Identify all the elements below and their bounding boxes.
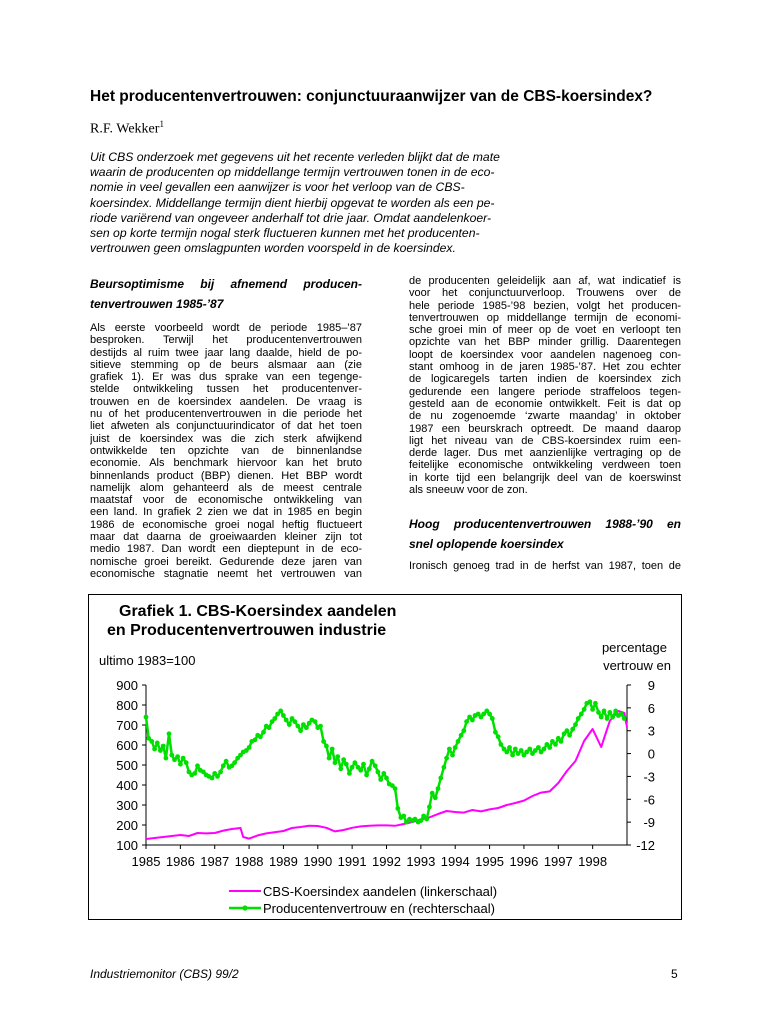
vertrouwen-point bbox=[287, 722, 292, 727]
vertrouwen-point bbox=[158, 748, 163, 753]
vertrouwen-point bbox=[149, 739, 154, 744]
x-tick-label: 1989 bbox=[268, 854, 298, 869]
heading-line: Hoog producentenvertrouwen 1988-’90 en bbox=[409, 517, 681, 532]
vertrouwen-point bbox=[210, 776, 215, 781]
x-tick-label: 1994 bbox=[440, 854, 470, 869]
vertrouwen-point bbox=[553, 742, 558, 747]
right-tick-label: -6 bbox=[643, 792, 655, 808]
vertrouwen-point bbox=[504, 750, 509, 755]
vertrouwen-point bbox=[513, 747, 518, 752]
body-line: voor het conjunctuurverloop. Trouwens over de bbox=[409, 287, 681, 300]
body-line: economie. Als benchmark hiervoor kan het bruto bbox=[90, 457, 362, 470]
body-line: hele periode 1985-’98 bezien, volgt het producen- bbox=[409, 299, 681, 312]
heading-line: Beursoptimisme bij afnemend producen- bbox=[90, 277, 362, 291]
body-line: stelde ontwikkeling tussen het producentenver- bbox=[90, 383, 362, 396]
vertrouwen-point bbox=[450, 753, 455, 758]
x-tick-label: 1990 bbox=[303, 854, 333, 869]
vertrouwen-point bbox=[610, 715, 615, 720]
x-tick-label: 1991 bbox=[337, 854, 367, 869]
vertrouwen-point bbox=[593, 701, 598, 706]
vertrouwen-point bbox=[221, 763, 226, 768]
body-line: derde lager. Dus met aanzienlijke vertraging op de bbox=[409, 447, 681, 460]
vertrouwen-point bbox=[602, 709, 607, 714]
vertrouwen-point bbox=[424, 817, 429, 822]
x-tick-label: 1995 bbox=[475, 854, 505, 869]
left-tick-label: 200 bbox=[116, 818, 138, 833]
body-line: de logicaregels tarten indien de koersindex zich bbox=[409, 373, 681, 386]
body-line: sitieve stemming op de beurs alsmaar aan (zie bbox=[90, 358, 362, 371]
vertrouwen-point bbox=[224, 759, 229, 764]
section-heading-1 bbox=[90, 274, 362, 314]
vertrouwen-point bbox=[272, 716, 277, 721]
vertrouwen-point bbox=[536, 745, 541, 750]
x-tick-label: 1996 bbox=[509, 854, 539, 869]
vertrouwen-point bbox=[281, 713, 286, 718]
vertrouwen-point bbox=[370, 759, 375, 764]
left-tick-label: 500 bbox=[116, 758, 138, 773]
abstract-line: vertrouwen geen omslagpunten worden voorspeld in de koersindex. bbox=[90, 241, 456, 256]
body-line: 1987 een beurskrach optreedt. De maand daarop bbox=[409, 422, 681, 435]
body-line: gedurende een langere periode straffeloos tegen- bbox=[409, 385, 681, 398]
x-tick-label: 1992 bbox=[372, 854, 401, 869]
vertrouwen-point bbox=[395, 806, 400, 811]
legend-marker bbox=[242, 905, 247, 910]
section-heading-2 bbox=[409, 514, 681, 554]
vertrouwen-point bbox=[378, 777, 383, 782]
vertrouwen-point bbox=[567, 733, 572, 738]
body-line: opzichte van het BBP minder grillig. Daarentegen bbox=[409, 336, 681, 349]
right-axis-label-line: percentage bbox=[601, 640, 667, 655]
vertrouwen-point bbox=[144, 715, 149, 720]
vertrouwen-point bbox=[278, 709, 283, 714]
body-line: maar dat daarna de groeiwaarden kleiner zijn tot bbox=[90, 531, 362, 544]
vertrouwen-point bbox=[367, 766, 372, 771]
vertrouwen-point bbox=[619, 712, 624, 717]
vertrouwen-point bbox=[218, 770, 223, 775]
abstract-line: Uit CBS onderzoek met gegevens uit het recente verleden blijkt dat de mate bbox=[90, 150, 500, 164]
vertrouwen-point bbox=[321, 739, 326, 744]
abstract-line: koersindex. Middellange termijn dient hierbij opgevat te worden als een pe- bbox=[90, 195, 495, 210]
vertrouwen-point bbox=[178, 762, 183, 767]
vertrouwen-point bbox=[327, 756, 332, 761]
left-tick-label: 900 bbox=[116, 678, 138, 693]
vertrouwen-point bbox=[605, 716, 610, 721]
x-tick-label: 1998 bbox=[578, 854, 608, 869]
vertrouwen-point bbox=[496, 734, 501, 739]
vertrouwen-point bbox=[447, 747, 452, 752]
vertrouwen-point bbox=[358, 768, 363, 773]
body-line: liet afweten als conjunctuurindicator of dat het toen bbox=[90, 420, 362, 433]
vertrouwen-point bbox=[542, 747, 547, 752]
vertrouwen-point bbox=[401, 814, 406, 819]
left-tick-label: 600 bbox=[116, 738, 138, 753]
x-tick-label: 1993 bbox=[406, 854, 436, 869]
body-line: namelijk alom gehanteerd als de meest centrale bbox=[90, 481, 362, 494]
vertrouwen-line bbox=[146, 702, 624, 822]
vertrouwen-point bbox=[588, 699, 593, 704]
vertrouwen-point bbox=[164, 756, 169, 761]
body-line: tenvertrouwen op middellange termijn de economi- bbox=[409, 311, 681, 324]
vertrouwen-point bbox=[155, 741, 160, 746]
body-line: de producenten geleidelijk aan af, wat indicatief is bbox=[409, 275, 681, 287]
vertrouwen-point bbox=[384, 776, 389, 781]
vertrouwen-point bbox=[324, 744, 329, 749]
x-tick-label: 1985 bbox=[131, 854, 161, 869]
abstract bbox=[90, 150, 552, 256]
vertrouwen-point bbox=[490, 716, 495, 721]
chart-title-line: Grafiek 1. CBS-Koersindex aandelen bbox=[119, 603, 397, 620]
abstract-line: nomie in veel gevallen een aanwijzer is voor het verloop van de CBS- bbox=[90, 180, 465, 195]
vertrouwen-point bbox=[596, 710, 601, 715]
vertrouwen-point bbox=[579, 712, 584, 717]
page-number: 5 bbox=[671, 967, 678, 981]
vertrouwen-point bbox=[576, 716, 581, 721]
vertrouwen-point bbox=[247, 745, 252, 750]
vertrouwen-point bbox=[175, 754, 180, 759]
body-line: ligt het niveau van de CBS-koersindex ruim een- bbox=[409, 434, 681, 447]
vertrouwen-point bbox=[613, 709, 618, 714]
vertrouwen-point bbox=[364, 773, 369, 778]
vertrouwen-point bbox=[261, 730, 266, 735]
body-line: economische stagnatie neemt het vertrouwen van bbox=[90, 567, 362, 580]
vertrouwen-point bbox=[292, 719, 297, 724]
vertrouwen-point bbox=[344, 762, 349, 767]
vertrouwen-point bbox=[298, 728, 303, 733]
right-tick-label: 9 bbox=[647, 678, 655, 693]
abstract-line: waarin de producenten op middellange termijn vertrouwen tonen in de eco- bbox=[90, 165, 495, 180]
vertrouwen-point bbox=[304, 725, 309, 730]
vertrouwen-point bbox=[361, 762, 366, 767]
right-tick-label: -12 bbox=[636, 838, 655, 853]
vertrouwen-point bbox=[167, 731, 172, 736]
x-tick-label: 1997 bbox=[543, 854, 573, 869]
vertrouwen-point bbox=[393, 786, 398, 791]
right-axis-label-line: vertrouw en bbox=[603, 658, 671, 673]
body-line: grafiek 1). Er was dus sprake van een tegenge- bbox=[90, 371, 362, 384]
vertrouwen-point bbox=[456, 739, 461, 744]
vertrouwen-point bbox=[347, 771, 352, 776]
right-tick-label: 3 bbox=[647, 723, 655, 739]
vertrouwen-point bbox=[258, 734, 263, 739]
vertrouwen-point bbox=[333, 760, 338, 765]
abstract-line: sen op korte termijn nogal sterk fluctueren kunnen met het producenten- bbox=[90, 226, 480, 241]
vertrouwen-point bbox=[461, 728, 466, 733]
left-axis-label: ultimo 1983=100 bbox=[99, 653, 196, 668]
vertrouwen-point bbox=[622, 716, 627, 721]
vertrouwen-point bbox=[507, 745, 512, 750]
vertrouwen-point bbox=[152, 747, 157, 752]
vertrouwen-point bbox=[169, 753, 174, 758]
body-line: 1986 de economische groei nogal heftig fluctueert bbox=[90, 518, 362, 531]
abstract-line: riode variërend van ongeveer anderhalf tot drie jaar. Omdat aandelenkoer- bbox=[90, 210, 492, 225]
body-line: medio 1987. Dan wordt een dieptepunt in de eco- bbox=[90, 543, 362, 556]
vertrouwen-point bbox=[436, 786, 441, 791]
vertrouwen-point bbox=[335, 754, 340, 759]
body-line: Ironisch genoeg trad in de herfst van 1987, toen de bbox=[409, 560, 681, 573]
right-tick-label: -3 bbox=[643, 769, 655, 785]
left-tick-label: 700 bbox=[116, 718, 138, 733]
vertrouwen-point bbox=[493, 730, 498, 735]
body-line: Als eerste voorbeeld wordt de periode 1985–’87 bbox=[90, 322, 362, 334]
vertrouwen-point bbox=[487, 712, 492, 717]
vertrouwen-point bbox=[565, 728, 570, 733]
body-line: nomische groei bereikt. Gedurende deze jaren van bbox=[90, 555, 362, 568]
body-line: feitelijke economische ontwikkeling verdween toen bbox=[409, 459, 681, 472]
right-tick-label: 0 bbox=[647, 746, 655, 762]
vertrouwen-point bbox=[438, 776, 443, 781]
vertrouwen-point bbox=[599, 715, 604, 720]
vertrouwen-point bbox=[215, 774, 220, 779]
vertrouwen-point bbox=[318, 724, 323, 729]
vertrouwen-point bbox=[459, 733, 464, 738]
vertrouwen-point bbox=[330, 747, 335, 752]
vertrouwen-point bbox=[373, 763, 378, 768]
left-tick-label: 400 bbox=[116, 778, 138, 793]
vertrouwen-point bbox=[195, 763, 200, 768]
vertrouwen-point bbox=[570, 727, 575, 732]
vertrouwen-point bbox=[267, 725, 272, 730]
author-name: R.F. Wekker bbox=[90, 121, 160, 137]
vertrouwen-point bbox=[590, 707, 595, 712]
body-line: binnenlands product (BBP) dienen. Het BBP wordt bbox=[90, 469, 362, 482]
vertrouwen-point bbox=[519, 748, 524, 753]
author-footnote-mark: 1 bbox=[159, 119, 164, 129]
vertrouwen-point bbox=[338, 766, 343, 771]
body-line: stant omhoog in de jaren 1985-’87. Het zou echter bbox=[409, 361, 681, 374]
body-line: in korte tijd een belangrijk deel van de koerswinst bbox=[409, 471, 681, 484]
vertrouwen-point bbox=[433, 795, 438, 800]
body-line: juist de koersindex was die zich sterk afwijkend bbox=[90, 432, 362, 445]
body-line: destijds al ruim twee jaar lang daalde, hield de po- bbox=[90, 346, 362, 359]
vertrouwen-point bbox=[464, 719, 469, 724]
vertrouwen-point bbox=[341, 757, 346, 762]
vertrouwen-point bbox=[582, 707, 587, 712]
footer-journal: Industriemonitor (CBS) 99/2 bbox=[90, 967, 239, 981]
vertrouwen-point bbox=[184, 760, 189, 765]
body-line: ontwikkelde ten opzichte van de binnenlandse bbox=[90, 444, 362, 457]
heading-line: snel oplopende koersindex bbox=[409, 537, 564, 552]
vertrouwen-point bbox=[547, 745, 552, 750]
vertrouwen-point bbox=[313, 719, 318, 724]
left-tick-label: 800 bbox=[116, 698, 138, 713]
vertrouwen-point bbox=[161, 744, 166, 749]
vertrouwen-point bbox=[444, 756, 449, 761]
vertrouwen-point bbox=[381, 771, 386, 776]
vertrouwen-point bbox=[527, 747, 532, 752]
x-tick-label: 1986 bbox=[165, 854, 195, 869]
body-line: een land. In grafiek 2 zien we dat in 1985 en begin bbox=[90, 506, 362, 519]
left-tick-label: 100 bbox=[116, 838, 138, 853]
column-right bbox=[409, 275, 681, 573]
vertrouwen-point bbox=[284, 718, 289, 723]
chart-svg bbox=[89, 595, 683, 921]
chart-figure bbox=[88, 594, 682, 920]
vertrouwen-point bbox=[442, 765, 447, 770]
vertrouwen-point bbox=[430, 791, 435, 796]
legend-label: Producentenvertrouw en (rechterschaal) bbox=[263, 901, 495, 916]
right-tick-label: -9 bbox=[643, 815, 655, 831]
column-left bbox=[90, 274, 362, 580]
vertrouwen-point bbox=[350, 765, 355, 770]
vertrouwen-point bbox=[499, 742, 504, 747]
vertrouwen-point bbox=[470, 718, 475, 723]
body-line: besproken. Terwijl het producentenvertrouwen bbox=[90, 334, 362, 347]
vertrouwen-point bbox=[419, 818, 424, 823]
vertrouwen-point bbox=[573, 722, 578, 727]
legend-label: CBS-Koersindex aandelen (linkerschaal) bbox=[263, 884, 498, 899]
heading-line: tenvertrouwen 1985-’87 bbox=[90, 297, 224, 311]
vertrouwen-point bbox=[232, 760, 237, 765]
x-tick-label: 1988 bbox=[234, 854, 264, 869]
vertrouwen-point bbox=[353, 760, 358, 765]
body-line: loopt de koersindex voor aandelen nagenoeg con- bbox=[409, 348, 681, 361]
vertrouwen-point bbox=[376, 770, 381, 775]
vertrouwen-point bbox=[181, 756, 186, 761]
body-line: sche groei min of meer op de voet en verloopt ten bbox=[409, 324, 681, 337]
right-tick-label: 6 bbox=[647, 700, 655, 716]
vertrouwen-point bbox=[510, 753, 515, 758]
body-line: trouwen en de koersindex aandelen. De vraag is bbox=[90, 395, 362, 408]
body-line: maatstaf voor de economische ontwikkeling van bbox=[90, 494, 362, 507]
body-line: nu of het producentenvertrouwen in die periode het bbox=[90, 408, 362, 421]
chart-title-line: en Producentenvertrouwen industrie bbox=[107, 622, 387, 639]
vertrouwen-point bbox=[253, 738, 258, 743]
vertrouwen-point bbox=[453, 745, 458, 750]
vertrouwen-point bbox=[559, 739, 564, 744]
body-line: de nu zogenoemde ‘zwarte maandag’ in oktober bbox=[409, 410, 681, 423]
body-line: gesteld aan de economie ontwikkelt. Feit is dat op bbox=[409, 397, 681, 410]
vertrouwen-point bbox=[427, 805, 432, 810]
article-title: Het producentenvertrouwen: conjunctuuraanwijzer van de CBS-koersindex? bbox=[90, 88, 653, 105]
author-line bbox=[90, 119, 164, 138]
vertrouwen-point bbox=[607, 710, 612, 715]
vertrouwen-point bbox=[192, 771, 197, 776]
body-line: als sneeuw voor de zon. bbox=[409, 484, 528, 497]
x-tick-label: 1987 bbox=[200, 854, 230, 869]
vertrouwen-point bbox=[296, 724, 301, 729]
left-tick-label: 300 bbox=[116, 798, 138, 813]
